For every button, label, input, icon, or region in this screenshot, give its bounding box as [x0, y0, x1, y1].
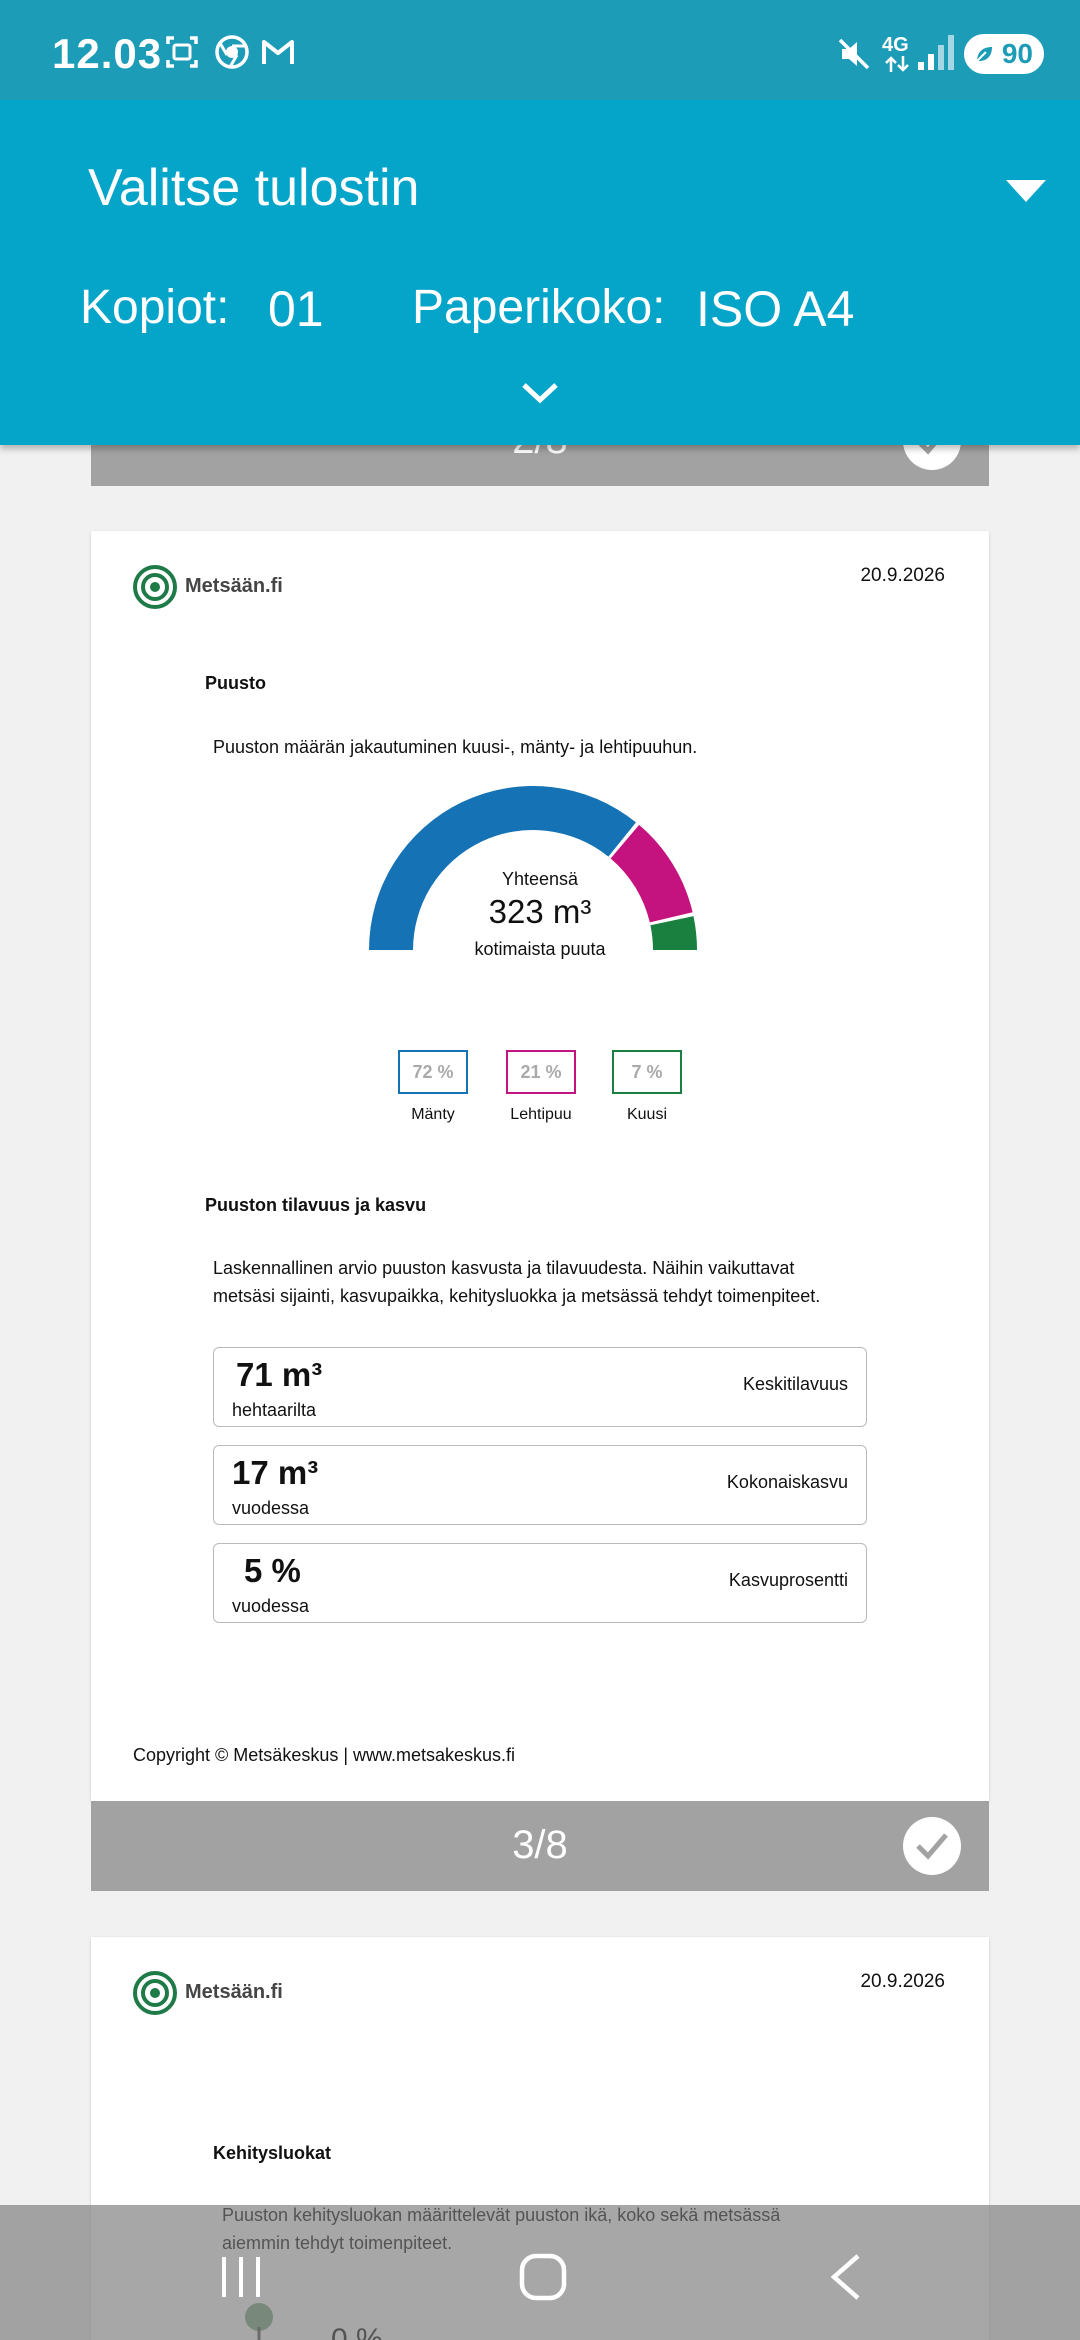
stat-name: Keskitilavuus [742, 1374, 848, 1394]
stat-unit: vuodessa [232, 1596, 310, 1616]
stat-unit: hehtaarilta [232, 1400, 317, 1420]
stat-card-keskitilavuus [213, 1347, 867, 1427]
section-title-kehitysluokat: Kehitysluokat [213, 2143, 332, 2163]
stat-value: 5 % [244, 1552, 301, 1589]
metsaan-logo-icon [133, 1971, 177, 2015]
status-time: 12.03 [52, 30, 163, 77]
stat-value: 17 m³ [232, 1454, 319, 1491]
legend-label-lehtipuu: Lehtipuu [510, 1106, 572, 1123]
status-bar [0, 0, 1080, 100]
signal-icon [916, 32, 956, 72]
printer-select[interactable]: Valitse tulostin [88, 159, 420, 217]
paper-size-value[interactable]: ISO A4 [696, 281, 855, 337]
print-date: 20.9.2026 [860, 565, 945, 586]
section-title-puusto: Puusto [205, 673, 266, 693]
check-icon [915, 1831, 949, 1861]
navigation-bar [0, 2205, 1080, 2340]
gauge-subtitle: kotimaista puuta [474, 939, 606, 959]
gauge-total-value: 323 m³ [488, 893, 592, 930]
printer-dropdown-icon[interactable] [1006, 180, 1046, 202]
stat-card-kasvuprosentti [213, 1543, 867, 1623]
legend-box-manty: 72 % [398, 1050, 468, 1094]
copyright-text: Copyright © Metsäkeskus | www.metsakeskus.fi [133, 1745, 516, 1765]
copies-value[interactable]: 01 [268, 281, 324, 337]
section-title-tilavuus: Puuston tilavuus ja kasvu [205, 1195, 427, 1215]
home-icon[interactable] [518, 2252, 568, 2302]
page-number: 3/8 [512, 1823, 568, 1867]
stat-unit: vuodessa [232, 1498, 310, 1518]
legend-label-manty: Mänty [411, 1106, 455, 1123]
logo-text: Metsään.fi [185, 575, 283, 597]
legend-box-lehtipuu: 21 % [506, 1050, 576, 1094]
copies-label: Kopiot: [80, 281, 230, 334]
paper-size-label: Paperikoko: [412, 281, 666, 334]
mute-icon [836, 36, 872, 72]
network-indicator: 4G [882, 34, 912, 74]
section-description: Puuston määrän jakautuminen kuusi-, mänty- ja lehtipuuhun. [213, 737, 698, 757]
leaf-icon [974, 44, 994, 64]
stat-value: 71 m³ [236, 1356, 323, 1393]
page-3-footer[interactable] [91, 1801, 989, 1891]
page-3-preview[interactable] [91, 531, 989, 1801]
stat-card-kokonaiskasvu [213, 1445, 867, 1525]
logo-text: Metsään.fi [185, 1981, 283, 2003]
metsaan-logo-icon [133, 565, 177, 609]
print-date: 20.9.2026 [860, 1971, 945, 1992]
print-options-header [0, 100, 1080, 445]
legend-label-kuusi: Kuusi [626, 1106, 668, 1123]
gmail-icon [260, 34, 296, 70]
section2-line2: metsäsi sijainti, kasvupaikka, kehitysluokka ja metsässä tehdyt toimenpiteet. [213, 1286, 821, 1306]
back-icon[interactable] [828, 2253, 862, 2301]
battery-level: 90 [1001, 38, 1033, 69]
expand-options-icon[interactable] [520, 380, 560, 406]
stat-name: Kasvuprosentti [728, 1570, 848, 1590]
section2-line1: Laskennallinen arvio puuston kasvusta ja tilavuudesta. Näihin vaikuttavat [213, 1258, 795, 1278]
stat-name: Kokonaiskasvu [726, 1472, 848, 1492]
chrome-icon [214, 34, 250, 70]
page-3-select-checkbox[interactable] [903, 1817, 961, 1875]
gauge-title: Yhteensä [501, 869, 579, 889]
recents-icon[interactable] [218, 2255, 264, 2299]
battery-icon [964, 34, 1044, 74]
screenshot-icon [164, 34, 200, 70]
legend-box-kuusi: 7 % [612, 1050, 682, 1094]
